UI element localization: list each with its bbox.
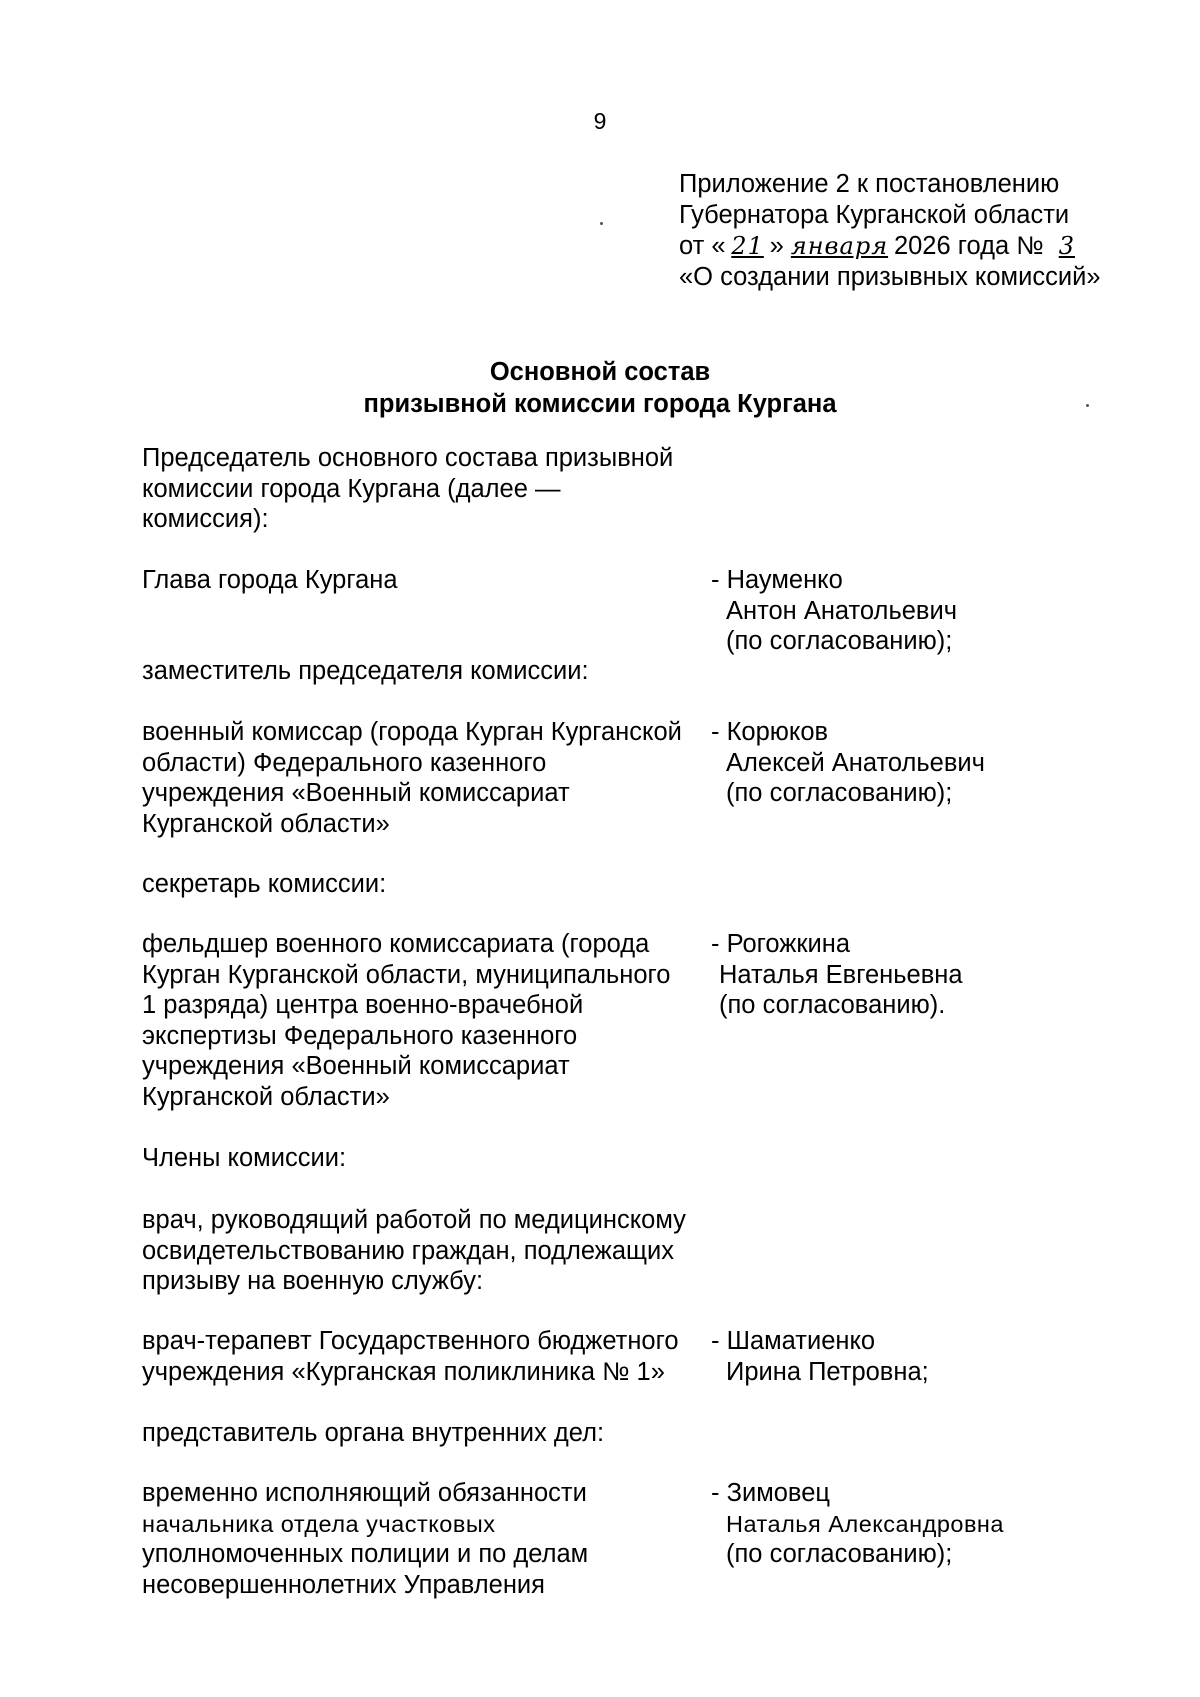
text-line: (по согласованию). (719, 991, 946, 1019)
police-position (142, 1478, 702, 1600)
text-line: Курган Курганской области, муниципального (142, 960, 671, 989)
text-line: Наталья Александровна (726, 1510, 1004, 1537)
police-heading (142, 1418, 702, 1449)
text-line: (по согласованию); (726, 627, 953, 655)
text-line: (по согласованию); (726, 1540, 953, 1568)
text-line: Алексей Анатольевич (726, 748, 985, 777)
deputy-name (711, 717, 1151, 809)
text-line: заместитель председателя комиссии: (142, 657, 589, 685)
handwritten-month: января (790, 232, 889, 260)
appendix-line-3 (679, 231, 1105, 262)
chairman-position (142, 565, 702, 596)
deputy-position (142, 717, 702, 839)
text-line: освидетельствованию граждан, подлежащих (142, 1236, 675, 1265)
text-line: экспертизы Федерального казенного (142, 1021, 578, 1050)
secretary-position (142, 929, 702, 1112)
text-line: Председатель основного состава призывной (142, 444, 674, 472)
doctor-position (142, 1326, 702, 1387)
appendix-year: 2026 года № (886, 232, 1051, 260)
text-line: несовершеннолетних Управления (142, 1570, 545, 1599)
police-name (711, 1478, 1151, 1570)
text-line: учреждения «Военный комиссариат (142, 779, 570, 807)
secretary-heading (142, 869, 702, 900)
text-line: (по согласованию); (726, 779, 953, 807)
text-line: учреждения «Военный комиссариат (142, 1052, 570, 1080)
page-number: 9 (593, 108, 607, 134)
text-line: комиссии города Кургана (далее — (142, 474, 561, 503)
chairman-heading (142, 443, 702, 535)
text-line: начальника отдела участковых (142, 1510, 496, 1537)
text-line: - Шаматиенко (711, 1327, 876, 1355)
deputy-heading (142, 656, 702, 687)
appendix-header (679, 169, 1105, 293)
text-line: Курганской области» (142, 1082, 390, 1111)
text-line: учреждения «Курганская поликлиника № 1» (142, 1357, 665, 1386)
text-line: Курганской области» (142, 809, 390, 838)
text-line: временно исполняющий обязанности (142, 1479, 587, 1507)
handwritten-number: 3 (1058, 232, 1075, 260)
text-line: врач, руководящий работой по медицинскому (142, 1206, 686, 1234)
text-line: уполномоченных полиции и по делам (142, 1540, 589, 1568)
scan-speck (600, 222, 603, 225)
secretary-name (711, 929, 1151, 1021)
text-line: военный комиссар (города Курган Курганской (142, 718, 682, 746)
text-line: комиссия): (142, 505, 269, 533)
title-line-1: Основной состав (489, 358, 711, 386)
appendix-date-mid: » (769, 232, 791, 260)
text-line: - Зимовец (711, 1479, 830, 1507)
appendix-line-4: «О создании призывных комиссий» (679, 263, 1101, 291)
text-line: 1 разряда) центра военно-врачебной (142, 991, 584, 1019)
text-line: Члены комиссии: (142, 1144, 347, 1172)
appendix-line-2: Губернатора Курганской области (679, 201, 1070, 229)
chairman-name (711, 565, 1151, 657)
text-line: Антон Анатольевич (726, 596, 957, 625)
text-line: призыву на военную службу: (142, 1267, 484, 1295)
appendix-line-1: Приложение 2 к постановлению (679, 170, 1060, 198)
title-line-2: призывной комиссии города Кургана (363, 390, 837, 418)
appendix-date-prefix: от « (679, 232, 726, 260)
doctor-heading (142, 1205, 702, 1297)
text-line: - Рогожкина (711, 930, 851, 958)
text-line: фельдшер военного комиссариата (города (142, 930, 650, 958)
text-line: - Корюков (711, 718, 829, 746)
handwritten-day: 21 (731, 232, 764, 260)
text-line: секретарь комиссии: (142, 870, 387, 898)
text-line: Наталья Евгеньевна (719, 960, 963, 989)
text-line: врач-терапевт Государственного бюджетного (142, 1327, 679, 1355)
text-line: Глава города Кургана (142, 566, 398, 594)
members-heading (142, 1143, 702, 1174)
doctor-name (711, 1326, 1151, 1387)
document-title (0, 356, 1200, 420)
scan-speck (1086, 404, 1089, 407)
text-line: области) Федерального казенного (142, 748, 547, 777)
text-line: Ирина Петровна; (726, 1357, 929, 1386)
text-line: - Науменко (711, 566, 843, 594)
text-line: представитель органа внутренних дел: (142, 1419, 605, 1447)
